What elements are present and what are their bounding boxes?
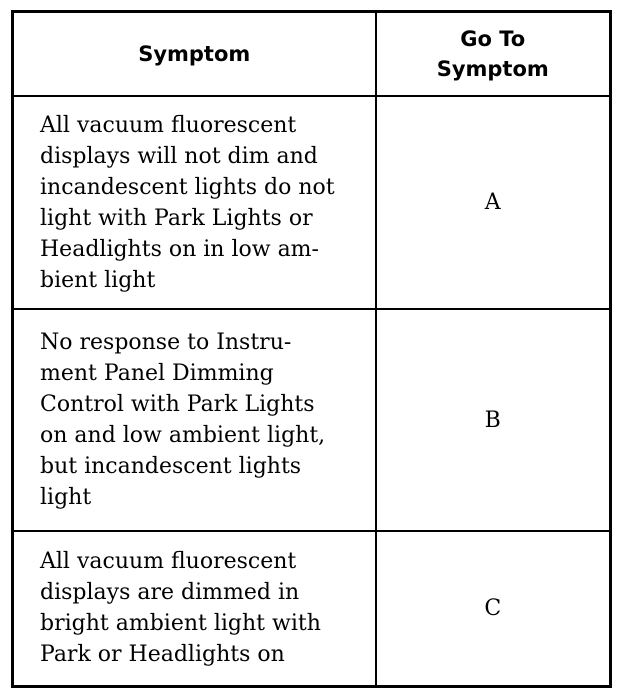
symptom-cell	[13, 309, 376, 531]
symptom-line: bright ambient light with	[40, 611, 321, 637]
table-row	[13, 531, 611, 686]
goto-header-line1: Go To	[460, 27, 526, 51]
goto-code: A	[484, 190, 501, 215]
symptom-line: bient light	[40, 267, 156, 293]
goto-cell	[376, 531, 611, 686]
goto-cell	[376, 309, 611, 531]
table-row	[13, 309, 611, 531]
goto-code: C	[484, 595, 502, 621]
goto-header-line2: Symptom	[436, 57, 549, 81]
symptom-line: No response to Instru-	[40, 330, 292, 355]
symptom-table	[11, 10, 612, 688]
symptom-cell	[13, 531, 376, 686]
table-row	[13, 96, 611, 309]
goto-code: B	[484, 407, 501, 433]
goto-column-header	[376, 12, 611, 97]
symptom-line: incandescent lights do not	[40, 174, 335, 200]
header-row	[13, 12, 611, 97]
symptom-line: displays are dimmed in	[40, 580, 300, 606]
symptom-line: All vacuum fluorescent	[40, 112, 297, 138]
symptom-line: All vacuum fluorescent	[40, 549, 297, 575]
symptom-line: Headlights on in low am-	[40, 236, 319, 262]
symptom-line: Park or Headlights on	[40, 642, 285, 668]
goto-cell	[376, 96, 611, 309]
symptom-line: Control with Park Lights	[40, 392, 315, 417]
symptom-cell	[13, 96, 376, 309]
symptom-header-label: Symptom	[138, 42, 251, 66]
symptom-line: light with Park Lights or	[40, 205, 313, 231]
symptom-line: displays will not dim and	[40, 143, 318, 169]
symptom-line: light	[40, 485, 92, 510]
symptom-column-header	[13, 12, 376, 97]
symptom-line: on and low ambient light,	[40, 423, 326, 448]
symptom-line: but incandescent lights	[40, 454, 302, 479]
symptom-line: ment Panel Dimming	[40, 361, 274, 386]
